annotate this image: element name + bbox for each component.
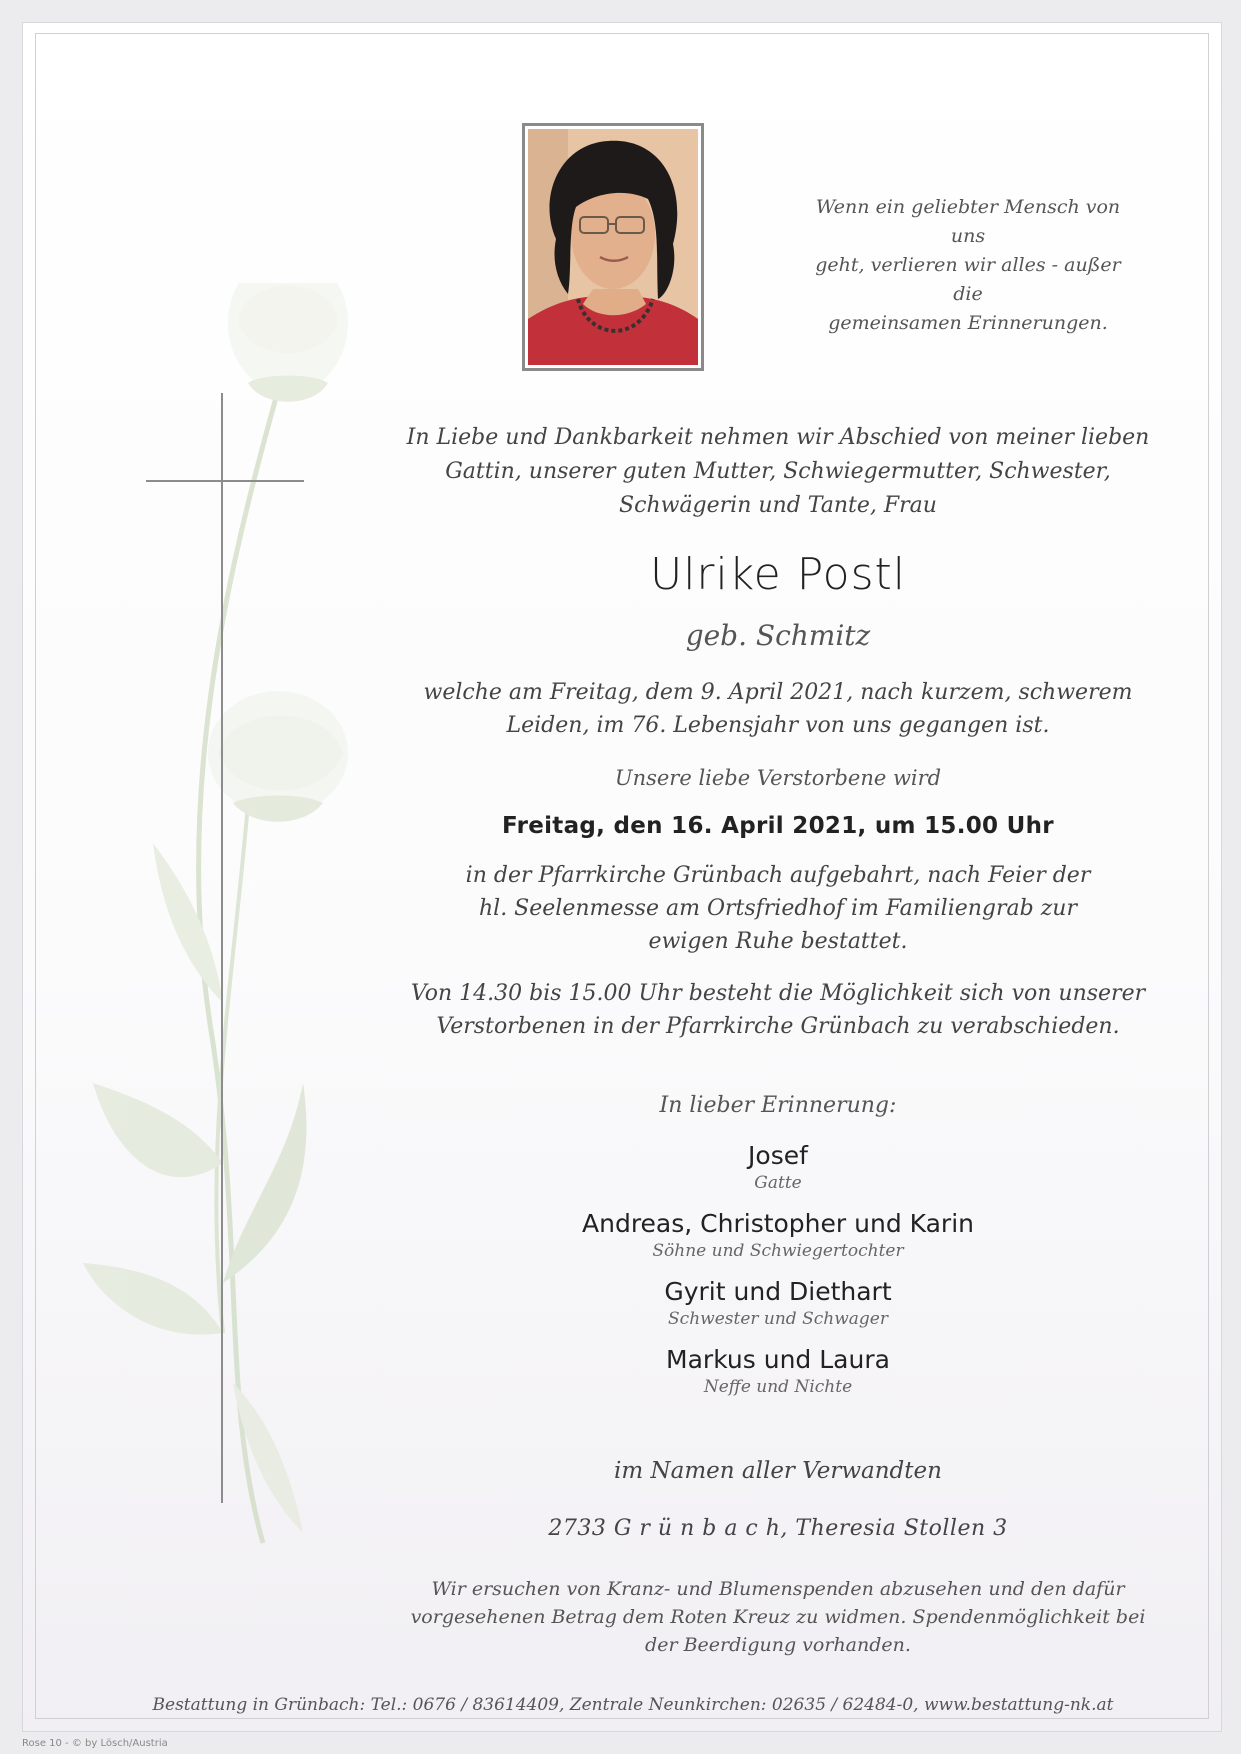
funeral-date: Freitag, den 16. April 2021, um 15.00 Uhr xyxy=(502,813,1054,839)
funeral-notice: Unsere liebe Verstorbene wird xyxy=(614,766,942,790)
quote-line: geht, verlieren wir alles - außer die xyxy=(815,254,1121,305)
portrait-photo xyxy=(522,123,704,371)
mourner-name: Markus und Laura xyxy=(666,1345,890,1374)
portrait-image xyxy=(528,129,698,365)
deceased-name: Ulrike Postl xyxy=(650,549,906,600)
viewing-line: Von 14.30 bis 15.00 Uhr besteht die Möglichkeit sich von unserer xyxy=(410,981,1146,1006)
viewing-text xyxy=(403,977,1153,1043)
death-line: welche am Freitag, dem 9. April 2021, nach kurzem, schwerem xyxy=(423,680,1133,705)
burial-line: ewigen Ruhe bestattet. xyxy=(648,929,908,954)
memorial-quote xyxy=(803,193,1133,338)
rose-illustration xyxy=(73,283,373,1583)
donation-request xyxy=(403,1575,1153,1659)
birth-name: geb. Schmitz xyxy=(685,619,871,652)
mourner-name: Andreas, Christopher und Karin xyxy=(582,1209,974,1238)
death-text xyxy=(403,676,1153,742)
intro-line: Schwägerin und Tante, Frau xyxy=(619,493,937,518)
funeral-home-footer: Bestattung in Grünbach: Tel.: 0676 / 83614409, Zentrale Neunkirchen: 02635 / 62484-0, www.bestattung-nk.at xyxy=(152,1695,1114,1715)
mourner-entry xyxy=(403,1139,1153,1194)
burial-text xyxy=(403,859,1153,958)
intro-text xyxy=(403,421,1153,523)
death-line: Leiden, im 76. Lebensjahr von uns gegangen ist. xyxy=(506,713,1050,738)
mourner-entry xyxy=(403,1207,1153,1262)
mourner-name: Josef xyxy=(748,1141,808,1170)
obituary-sheet xyxy=(22,22,1222,1732)
mourner-entry xyxy=(403,1275,1153,1330)
mourner-relation: Gatte xyxy=(754,1173,802,1193)
burial-line: in der Pfarrkirche Grünbach aufgebahrt, nach Feier der xyxy=(465,863,1091,888)
request-line: der Beerdigung vorhanden. xyxy=(645,1634,911,1656)
burial-line: hl. Seelenmesse am Ortsfriedhof im Familiengrab zur xyxy=(478,896,1077,921)
image-credit: Rose 10 - © by Lösch/Austria xyxy=(22,1738,168,1749)
mourner-relation: Söhne und Schwiegertochter xyxy=(652,1241,904,1261)
cross-horizontal-bar xyxy=(146,480,304,482)
memory-heading: In lieber Erinnerung: xyxy=(659,1093,897,1118)
mourner-relation: Schwester und Schwager xyxy=(668,1309,888,1329)
family-address: 2733 G r ü n b a c h, Theresia Stollen 3 xyxy=(548,1516,1008,1541)
mourner-name: Gyrit und Diethart xyxy=(664,1277,892,1306)
intro-line: Gattin, unserer guten Mutter, Schwiegermutter, Schwester, xyxy=(445,459,1111,484)
mourner-relation: Neffe und Nichte xyxy=(703,1377,853,1397)
intro-line: In Liebe und Dankbarkeit nehmen wir Abschied von meiner lieben xyxy=(406,425,1150,450)
mourner-entry xyxy=(403,1343,1153,1398)
quote-line: Wenn ein geliebter Mensch von uns xyxy=(815,196,1121,247)
request-line: vorgesehenen Betrag dem Roten Kreuz zu widmen. Spendenmöglichkeit bei xyxy=(410,1606,1146,1628)
request-line: Wir ersuchen von Kranz- und Blumenspenden abzusehen und den dafür xyxy=(431,1578,1125,1600)
cross-vertical-bar xyxy=(221,393,223,1503)
quote-line: gemeinsamen Erinnerungen. xyxy=(828,312,1108,334)
viewing-line: Verstorbenen in der Pfarrkirche Grünbach zu verabschieden. xyxy=(436,1014,1120,1039)
mourners-list xyxy=(403,1139,1153,1411)
all-relatives: im Namen aller Verwandten xyxy=(614,1458,942,1484)
